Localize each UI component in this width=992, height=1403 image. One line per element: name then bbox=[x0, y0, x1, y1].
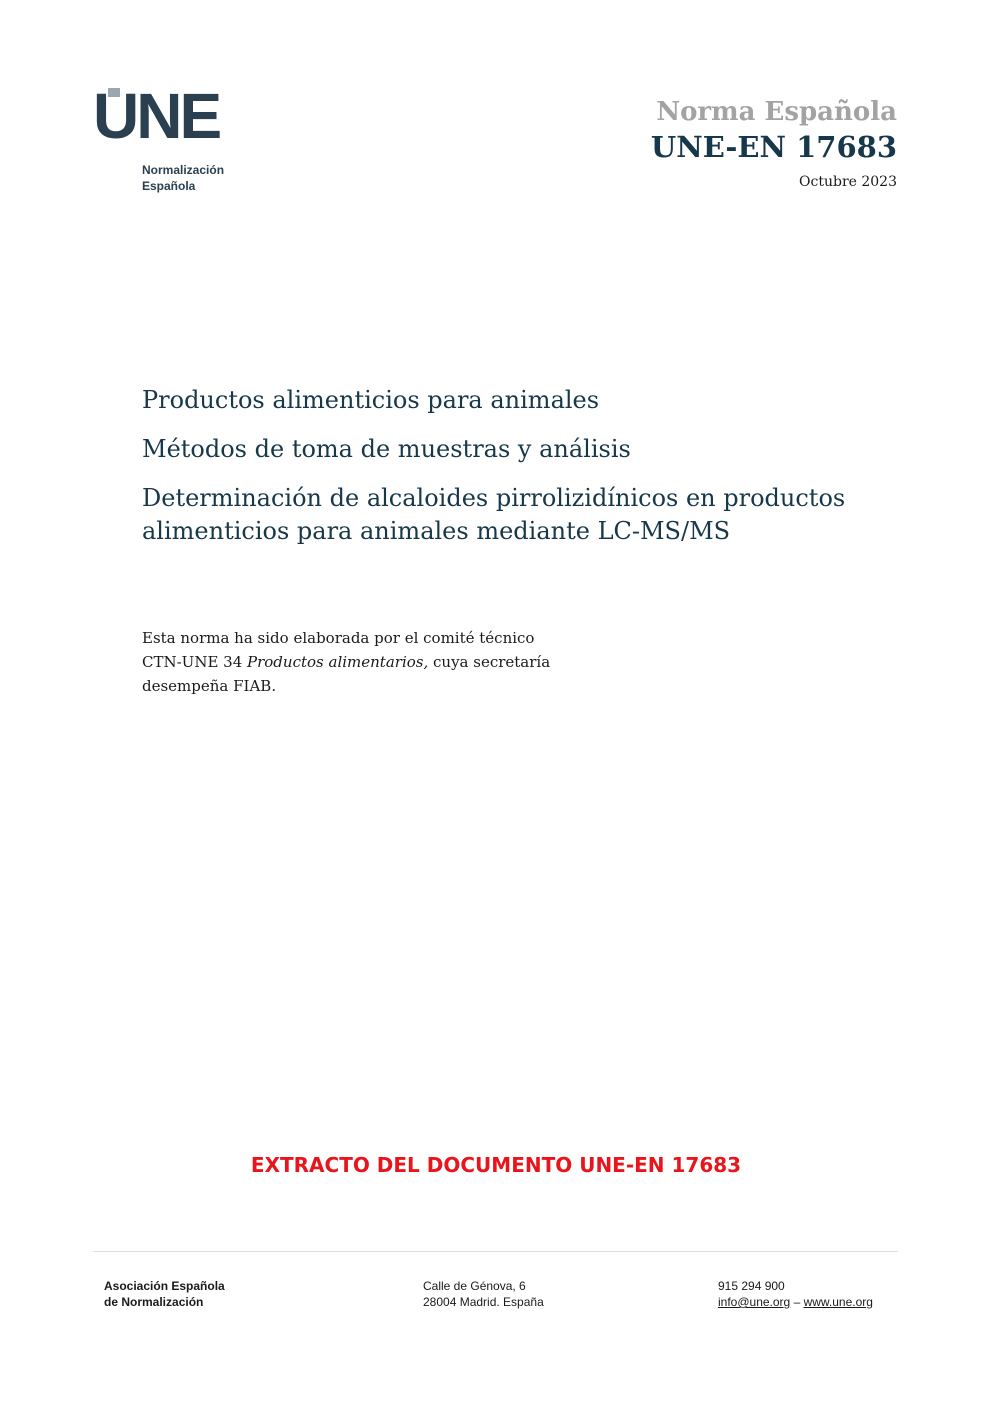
logo-mark bbox=[93, 80, 243, 152]
footer-organization bbox=[104, 1278, 225, 1310]
footer-address-line-1: Calle de Génova, 6 bbox=[423, 1279, 526, 1293]
standard-label: Norma Española bbox=[656, 97, 897, 127]
committee-line-2-rest: cuya secretaría bbox=[428, 653, 551, 671]
website-link[interactable]: www.une.org bbox=[803, 1295, 873, 1309]
committee-code: CTN-UNE 34 bbox=[142, 653, 248, 671]
footer-org-line-2: de Normalización bbox=[104, 1295, 204, 1309]
logo-text: UNE bbox=[93, 80, 220, 152]
document-titles bbox=[142, 384, 902, 548]
standard-date: Octubre 2023 bbox=[799, 174, 897, 190]
committee-name: Productos alimentarios, bbox=[247, 653, 429, 671]
footer-address bbox=[423, 1278, 544, 1310]
standard-header bbox=[651, 95, 897, 191]
une-logo bbox=[93, 80, 243, 194]
committee-statement bbox=[142, 626, 612, 698]
standard-code: UNE-EN 17683 bbox=[650, 130, 897, 164]
footer-link-separator: – bbox=[790, 1295, 804, 1309]
committee-line-3: desempeña FIAB. bbox=[142, 677, 277, 695]
title-line-2: Métodos de toma de muestras y análisis bbox=[142, 435, 631, 463]
footer-phone: 915 294 900 bbox=[718, 1279, 785, 1293]
title-line-3: Determinación de alcaloides pirrolizidínicos en productos alimenticios para animales mediante LC-MS/MS bbox=[142, 484, 846, 545]
committee-line-1: Esta norma ha sido elaborada por el comité técnico bbox=[142, 629, 535, 647]
footer-divider bbox=[93, 1251, 898, 1252]
footer-contact bbox=[718, 1278, 873, 1310]
title-line-1: Productos alimenticios para animales bbox=[142, 386, 600, 414]
committee-line-2 bbox=[142, 650, 612, 674]
footer-org-line-1: Asociación Española bbox=[104, 1279, 225, 1293]
footer-links bbox=[718, 1294, 873, 1310]
footer-address-line-2: 28004 Madrid. España bbox=[423, 1295, 544, 1309]
logo-subtitle-line1: Normalización bbox=[142, 163, 225, 177]
extract-notice: EXTRACTO DEL DOCUMENTO UNE-EN 17683 bbox=[250, 1153, 742, 1177]
logo-subtitle bbox=[142, 162, 243, 194]
email-link[interactable]: info@une.org bbox=[718, 1295, 791, 1309]
logo-subtitle-line2: Española bbox=[142, 179, 196, 193]
